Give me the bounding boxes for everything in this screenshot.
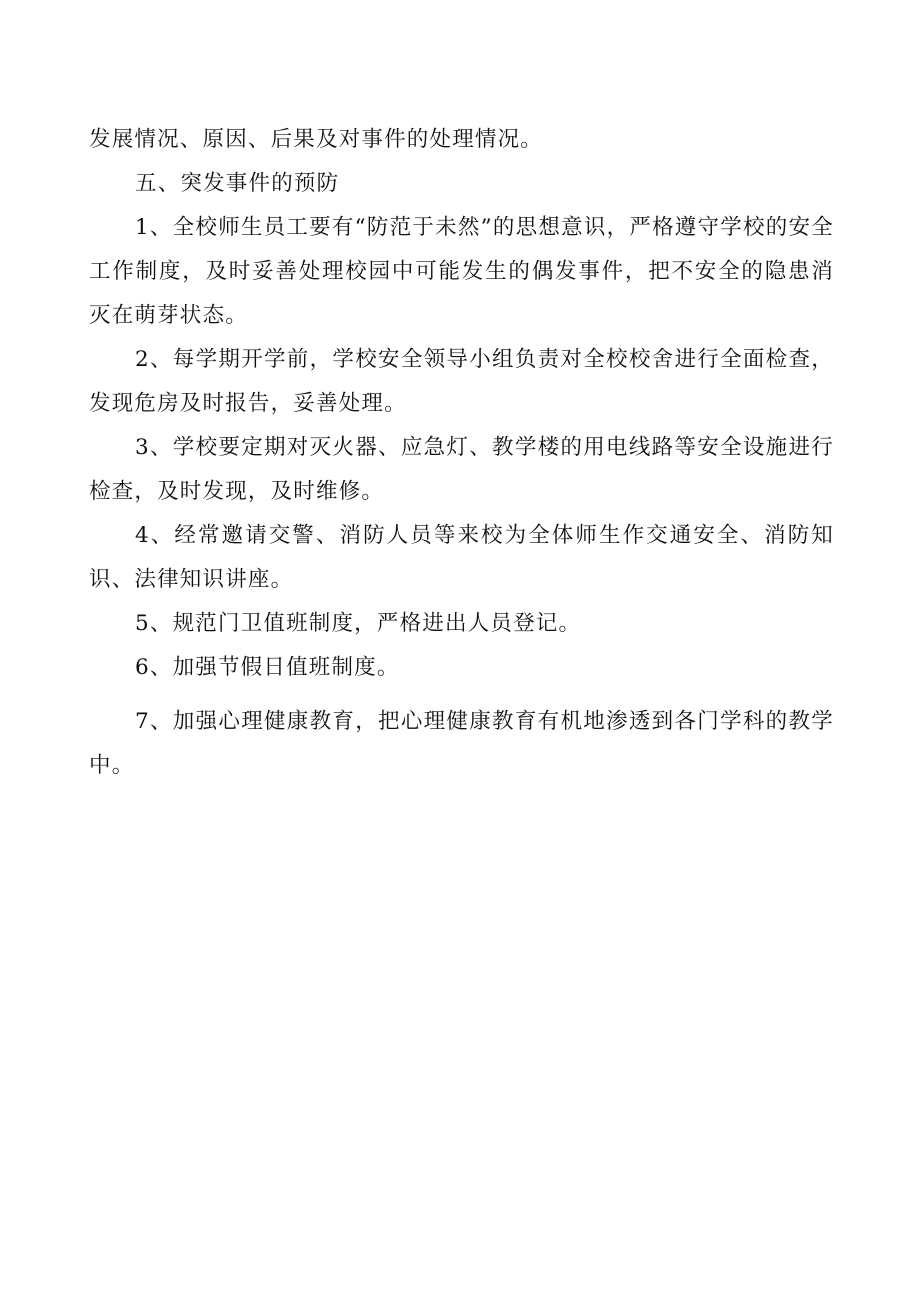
list-item-1: 1、全校师生员工要有“防范于未然”的思想意识，严格遵守学校的安全工作制度，及时妥善处理校园中可能发生的偶发事件，把不安全的隐患消灭在萌芽状态。 — [89, 215, 834, 328]
document-body — [89, 118, 834, 788]
list-item-6: 6、加强节假日值班制度。 — [135, 655, 400, 680]
list-item-7: 7、加强心理健康教育，把心理健康教育有机地渗透到各门学科的教学中。 — [89, 709, 834, 778]
list-item-4: 4、经常邀请交警、消防人员等来校为全体师生作交通安全、消防知识、法律知识讲座。 — [89, 523, 834, 592]
list-item-2: 2、每学期开学前，学校安全领导小组负责对全校校舍进行全面检查，发现危房及时报告，妥善处理。 — [89, 347, 834, 416]
list-item-3: 3、学校要定期对灭火器、应急灯、教学楼的用电线路等安全设施进行检查，及时发现，及时维修。 — [89, 435, 834, 504]
list-item-5: 5、规范门卫值班制度，严格进出人员登记。 — [135, 611, 582, 636]
paragraph-continuation: 发展情况、原因、后果及对事件的处理情况。 — [89, 127, 544, 152]
section-heading-prevention: 五、突发事件的预防 — [135, 171, 340, 196]
